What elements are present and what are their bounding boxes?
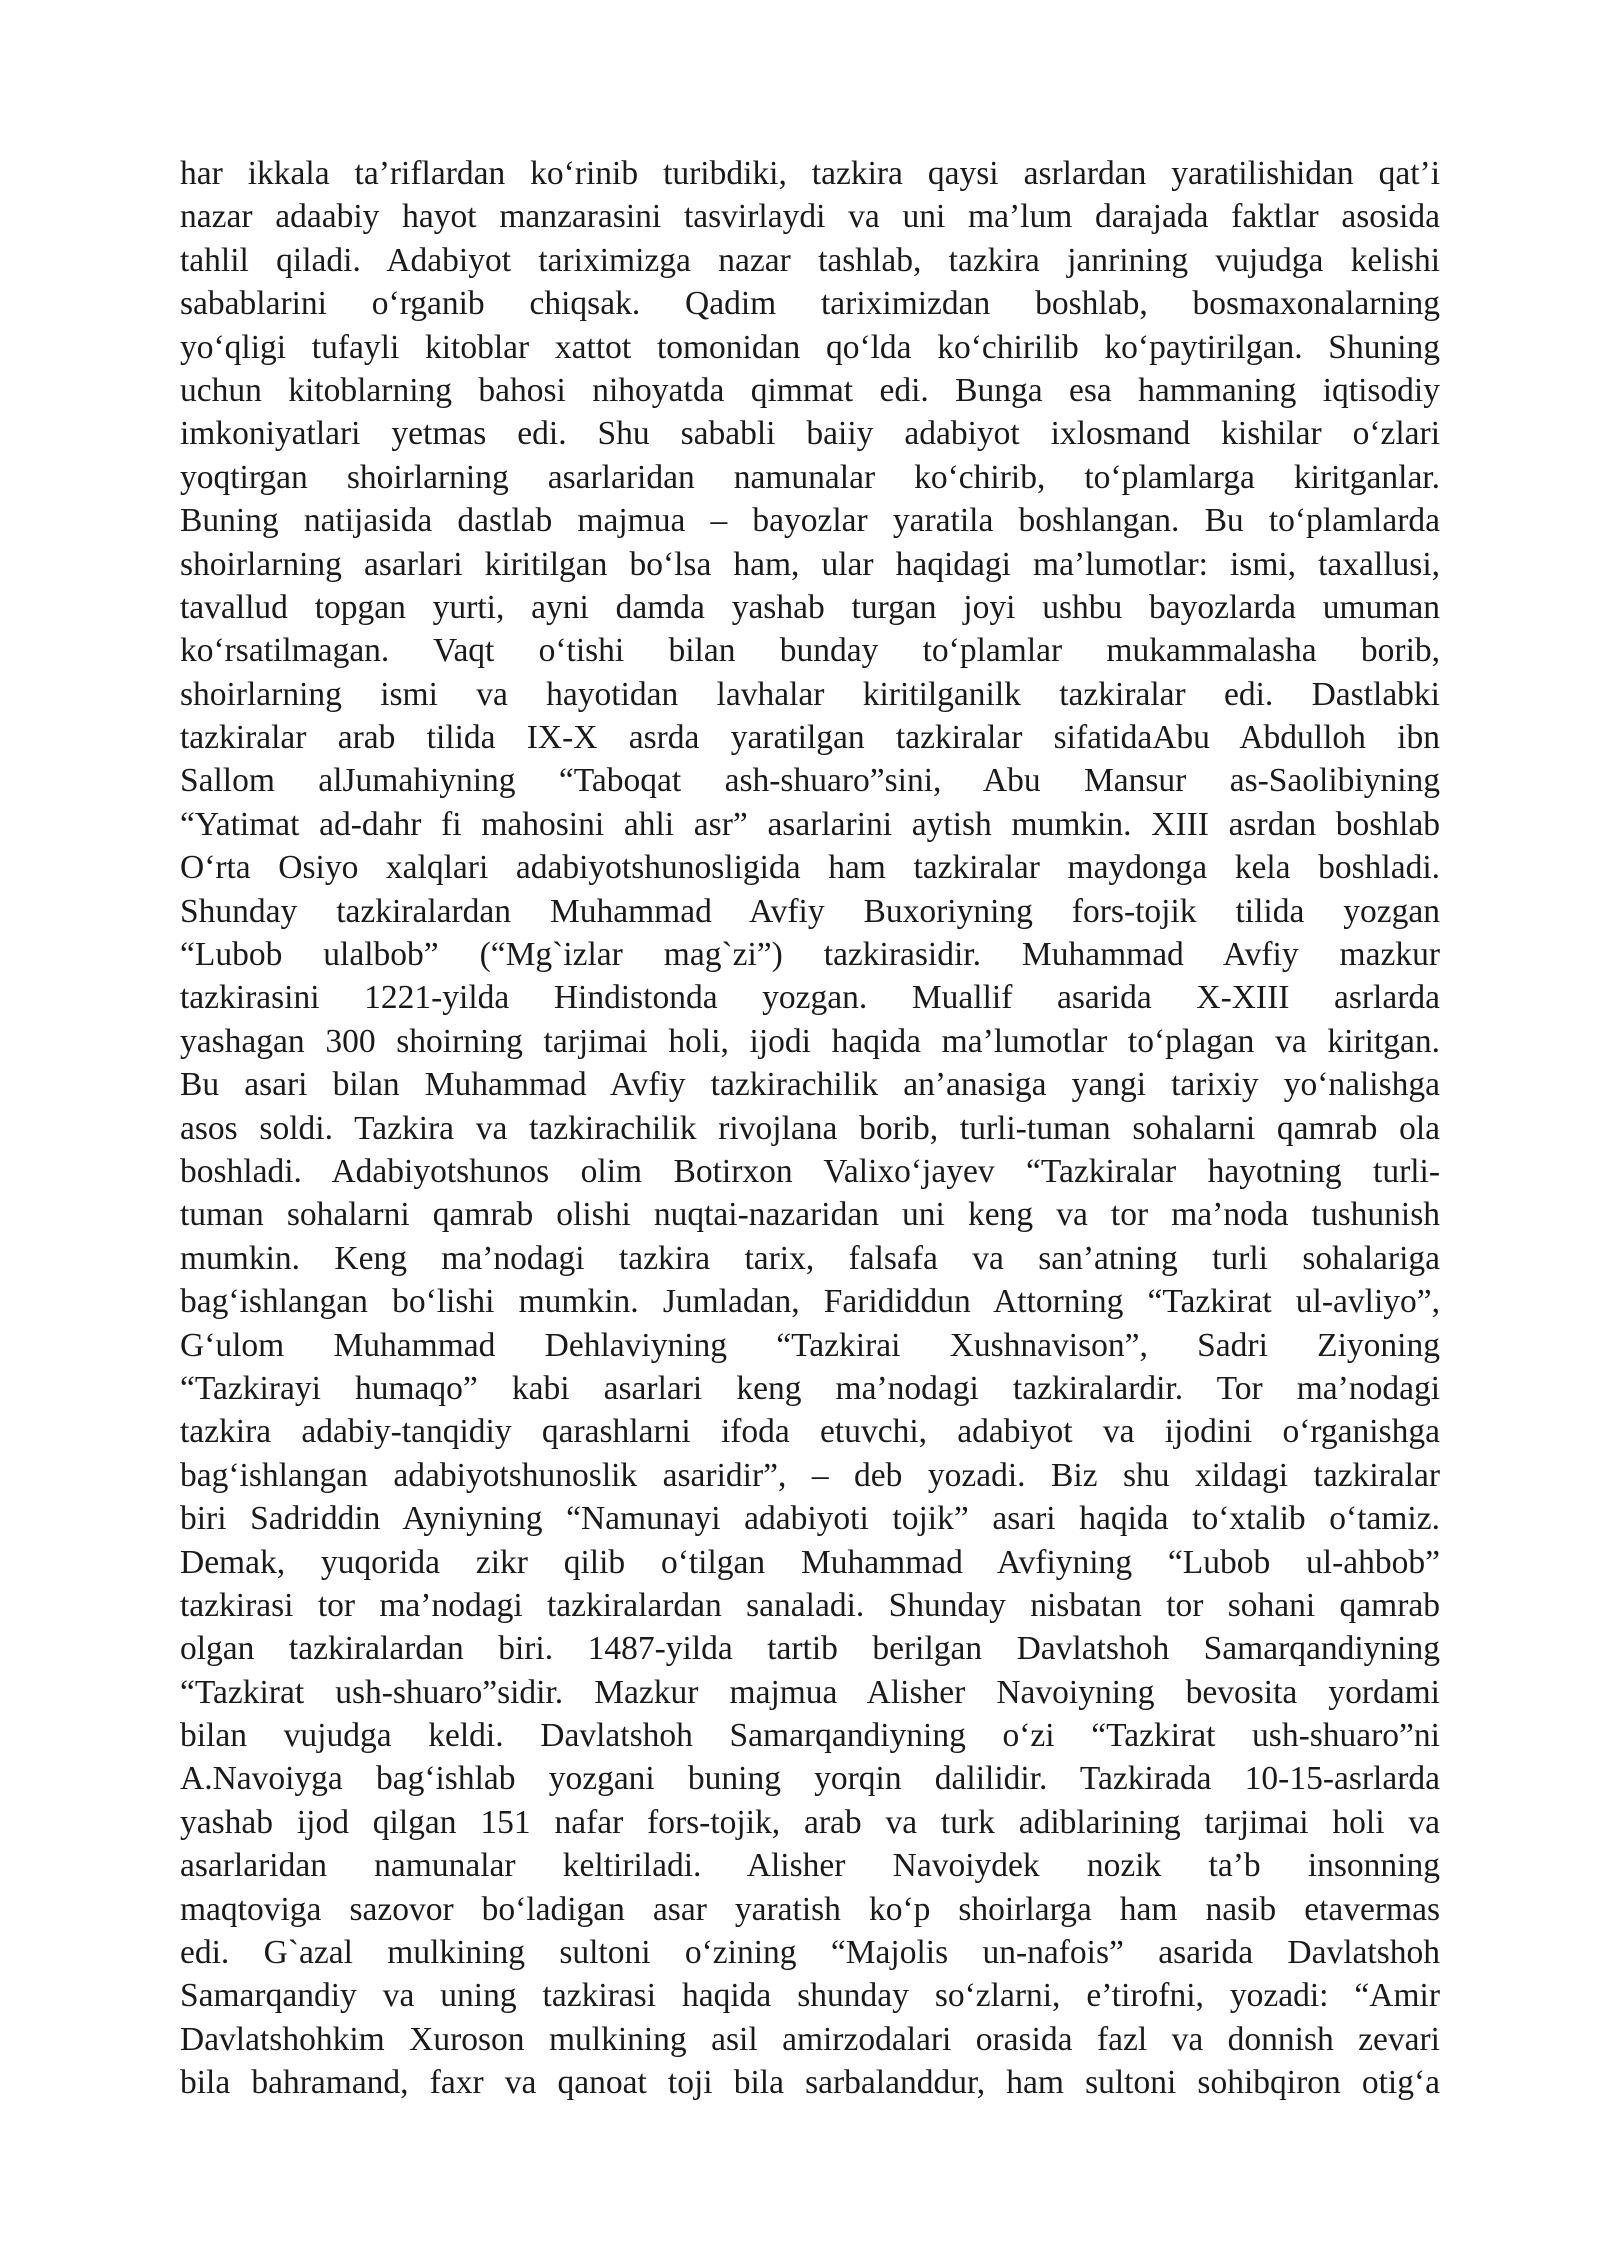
text-line: bilan vujudga keldi. Davlatshoh Samarqandiyning o‘zi “Tazkirat ush-shuaro”ni — [180, 1717, 1440, 1755]
text-line: asarlaridan namunalar keltiriladi. Alisher Navoiydek nozik ta’b insonning — [180, 1847, 1440, 1885]
text-line: O‘rta Osiyo xalqlari adabiyotshunosligida ham tazkiralar maydonga kela boshladi. — [180, 849, 1440, 887]
text-line: yo‘qligi tufayli kitoblar xattot tomonidan qo‘lda ko‘chirilib ko‘paytirilgan. Shuning — [180, 328, 1440, 366]
text-line: “Yatimat ad-dahr fi mahosini ahli asr” asarlarini aytish mumkin. XIII asrdan boshlab — [180, 805, 1440, 843]
text-line: olgan tazkiralardan biri. 1487-yilda tartib berilgan Davlatshoh Samarqandiyning — [180, 1630, 1440, 1668]
text-line: sabablarini o‘rganib chiqsak. Qadim tariximizdan boshlab, bosmaxonalarning — [180, 285, 1440, 323]
text-line: ko‘rsatilmagan. Vaqt o‘tishi bilan bunday to‘plamlar mukammalasha borib, — [180, 632, 1440, 670]
text-line: tuman sohalarni qamrab olishi nuqtai-nazaridan uni keng va tor ma’noda tushunish — [180, 1196, 1440, 1234]
text-line: Shunday tazkiralardan Muhammad Avfiy Buxoriyning fors-tojik tilida yozgan — [180, 892, 1440, 930]
text-line: boshladi. Adabiyotshunos olim Botirxon Valixo‘jayev “Tazkiralar hayotning turli- — [180, 1152, 1440, 1190]
text-line: tazkiralar arab tilida IX-X asrda yaratilgan tazkiralar sifatidaAbu Abdulloh ibn — [180, 719, 1440, 757]
text-line: bag‘ishlangan bo‘lishi mumkin. Jumladan, Farididdun Attorning “Tazkirat ul-avliyo”, — [180, 1283, 1440, 1321]
text-line: mumkin. Keng ma’nodagi tazkira tarix, falsafa va san’atning turli sohalariga — [180, 1239, 1440, 1277]
text-line: tazkirasi tor ma’nodagi tazkiralardan sanaladi. Shunday nisbatan tor sohani qamrab — [180, 1586, 1440, 1624]
text-line: Sallom alJumahiyning “Taboqat ash-shuaro”sini, Abu Mansur as-Saolibiyning — [180, 762, 1440, 800]
text-line: imkoniyatlari yetmas edi. Shu sababli baiiy adabiyot ixlosmand kishilar o‘zlari — [180, 415, 1440, 453]
text-line: Buning natijasida dastlab majmua – bayozlar yaratila boshlangan. Bu to‘plamlarda — [180, 502, 1440, 540]
text-line: “Tazkirayi humaqo” kabi asarlari keng ma’nodagi tazkiralardir. Tor ma’nodagi — [180, 1369, 1440, 1407]
text-line: A.Navoiyga bag‘ishlab yozgani buning yorqin dalilidir. Tazkirada 10-15-asrlarda — [180, 1760, 1440, 1798]
text-line: har ikkala ta’riflardan ko‘rinib turibdiki, tazkira qaysi asrlardan yaratilishidan qat’i — [180, 155, 1440, 192]
text-line: bila bahramand, faxr va qanoat toji bila sarbalanddur, ham sultoni sohibqiron otig‘a — [180, 2064, 1440, 2102]
text-line: “Lubob ulalbob” (“Mg`izlar mag`zi”) tazkirasidir. Muhammad Avfiy mazkur — [180, 936, 1440, 974]
text-line: “Tazkirat ush-shuaro”sidir. Mazkur majmua Alisher Navoiyning bevosita yordami — [180, 1673, 1440, 1711]
text-line: edi. G`azal mulkining sultoni o‘zining “Majolis un-nafois” asarida Davlatshoh — [180, 1934, 1440, 1972]
text-line: tazkirasini 1221-yilda Hindistonda yozgan. Muallif asarida X-XIII asrlarda — [180, 979, 1440, 1017]
text-line: tahlil qiladi. Adabiyot tariximizga nazar tashlab, tazkira janrining vujudga kelishi — [180, 241, 1440, 279]
text-line: yoqtirgan shoirlarning asarlaridan namunalar ko‘chirib, to‘plamlarga kiritganlar. — [180, 458, 1440, 496]
text-line: shoirlarning ismi va hayotidan lavhalar kiritilganilk tazkiralar edi. Dastlabki — [180, 675, 1440, 713]
text-line: tavallud topgan yurti, ayni damda yashab turgan joyi ushbu bayozlarda umuman — [180, 588, 1440, 626]
text-line: shoirlarning asarlari kiritilgan bo‘lsa ham, ular haqidagi ma’lumotlar: ismi, taxallusi, — [180, 545, 1440, 583]
text-line: yashab ijod qilgan 151 nafar fors-tojik, arab va turk adiblarining tarjimai holi va — [180, 1803, 1440, 1841]
text-line: asos soldi. Tazkira va tazkirachilik rivojlana borib, turli-tuman sohalarni qamrab ola — [180, 1109, 1440, 1147]
text-line: maqtoviga sazovor bo‘ladigan asar yaratish ko‘p shoirlarga ham nasib etavermas — [180, 1890, 1440, 1928]
text-line: nazar adaabiy hayot manzarasini tasvirlaydi va uni ma’lum darajada faktlar asosida — [180, 198, 1440, 236]
text-line: bag‘ishlangan adabiyotshunoslik asaridir”, – deb yozadi. Biz shu xildagi tazkiralar — [180, 1456, 1440, 1494]
text-line: Samarqandiy va uning tazkirasi haqida shunday so‘zlarni, e’tirofni, yozadi: “Amir — [180, 1977, 1440, 2015]
text-line: Davlatshohkim Xuroson mulkining asil amirzodalari orasida fazl va donnish zevari — [180, 2020, 1440, 2058]
text-line: tazkira adabiy-tanqidiy qarashlarni ifoda etuvchi, adabiyot va ijodini o‘rganishga — [180, 1413, 1440, 1451]
body-text — [180, 152, 1440, 2105]
text-line: G‘ulom Muhammad Dehlaviyning “Tazkirai Xushnavison”, Sadri Ziyoning — [180, 1326, 1440, 1364]
text-line: uchun kitoblarning bahosi nihoyatda qimmat edi. Bunga esa hammaning iqtisodiy — [180, 371, 1440, 409]
text-line: biri Sadriddin Ayniyning “Namunayi adabiyoti tojik” asari haqida to‘xtalib o‘tamiz. — [180, 1500, 1440, 1538]
text-line: Demak, yuqorida zikr qilib o‘tilgan Muhammad Avfiyning “Lubob ul-ahbob” — [180, 1543, 1440, 1581]
text-line: yashagan 300 shoirning tarjimai holi, ijodi haqida ma’lumotlar to‘plagan va kiritgan. — [180, 1022, 1440, 1060]
text-line: Bu asari bilan Muhammad Avfiy tazkirachilik an’anasiga yangi tarixiy yo‘nalishga — [180, 1066, 1440, 1104]
